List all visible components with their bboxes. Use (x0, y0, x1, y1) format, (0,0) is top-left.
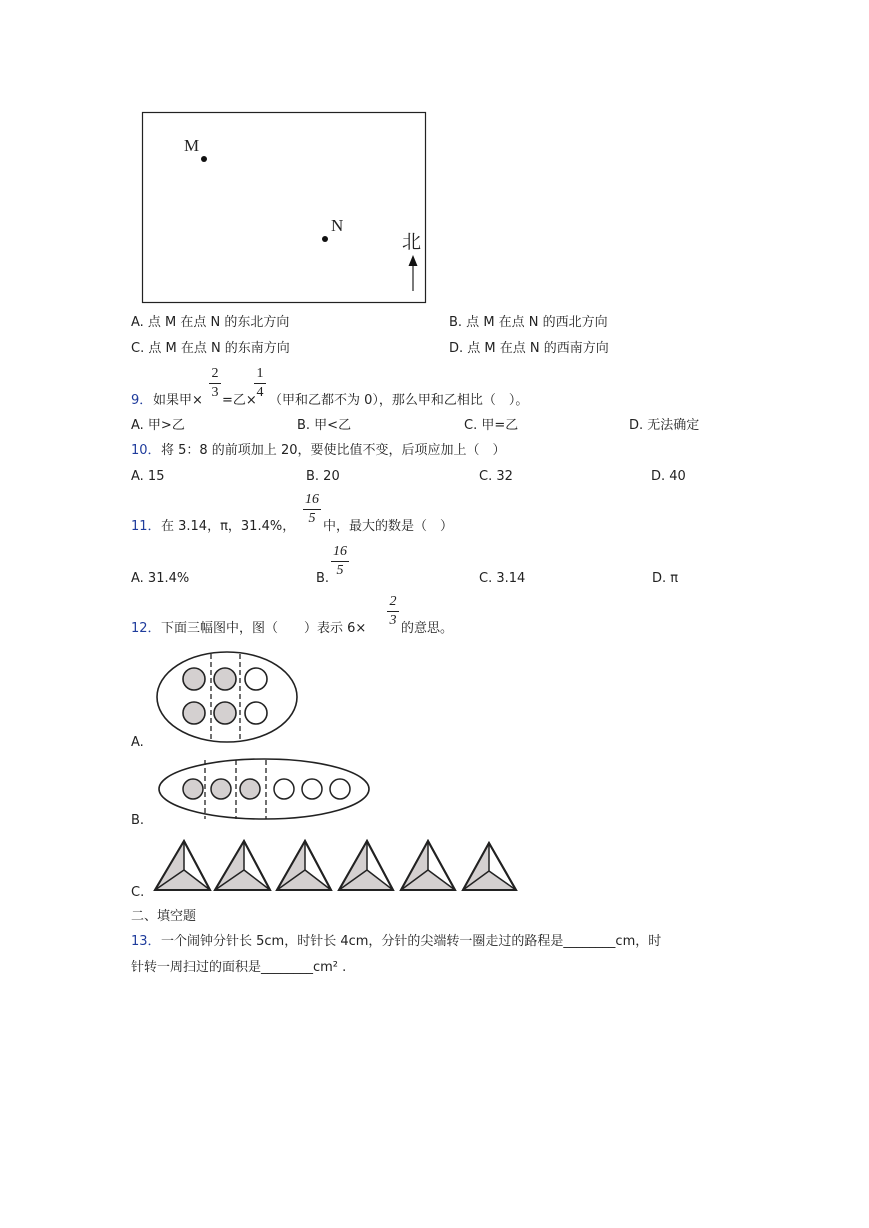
q12-frac-numerator: 2 (389, 594, 397, 609)
q9-option-c[interactable]: C. 甲=乙 (464, 418, 519, 433)
q13-line-1: 一个闹钟分针长 5cm，时针长 4cm，分针的尖端转一圈走过的路程是________cm，时 (161, 934, 662, 949)
q9-number: 9． (131, 393, 153, 408)
q10-option-d[interactable]: D. 40 (651, 469, 686, 484)
point-m-label: M (184, 136, 200, 155)
q8-option-d[interactable]: D. 点 M 在点 N 的西南方向 (449, 341, 609, 356)
q13-line-2: 针转一周扫过的面积是________cm² . (131, 960, 347, 975)
section-2-title: 二、填空题 (131, 909, 197, 924)
q9-frac1-denominator: 3 (211, 385, 219, 400)
q12-frac-denominator: 3 (389, 613, 397, 628)
q8-option-c[interactable]: C. 点 M 在点 N 的东南方向 (131, 341, 290, 356)
q11-option-d[interactable]: D. π (652, 571, 679, 586)
q10-option-b[interactable]: B. 20 (306, 469, 340, 484)
triangle-3 (277, 841, 331, 890)
triangle-4 (339, 841, 393, 890)
q9-frac1-numerator: 2 (211, 366, 219, 381)
q12-text-2: 的意思。 (401, 621, 454, 636)
q12-number: 12． (131, 621, 161, 636)
q9-frac2-denominator: 4 (256, 385, 264, 400)
q9-option-d[interactable]: D. 无法确定 (629, 418, 700, 433)
q8-option-b[interactable]: B. 点 M 在点 N 的西北方向 (449, 315, 608, 330)
q9-frac2-numerator: 1 (256, 366, 264, 381)
q12-label-a[interactable]: A. (131, 735, 144, 750)
q13-number: 13． (131, 934, 161, 949)
q11-optb-frac-denominator: 5 (336, 563, 344, 578)
q10-number: 10． (131, 443, 161, 458)
q12-text-1: 下面三幅图中，图（ ）表示 6× (161, 621, 367, 636)
point-n-label: N (331, 216, 344, 235)
q11-option-c[interactable]: C. 3.14 (479, 571, 526, 586)
q11-frac-numerator: 16 (305, 492, 319, 507)
q11-number: 11． (131, 519, 161, 534)
q9-text-3: （甲和乙都不为 0），那么甲和乙相比（ ）。 (269, 393, 529, 408)
q10-option-a[interactable]: A. 15 (131, 469, 165, 484)
triangle-1 (155, 841, 210, 890)
q10-text: 将 5：8 的前项加上 20，要使比值不变，后项应加上（ ） (161, 443, 506, 458)
q12-label-b[interactable]: B. (131, 813, 145, 828)
triangle-2 (215, 841, 270, 890)
q12-label-c[interactable]: C. (131, 885, 145, 900)
triangle-5 (401, 841, 455, 890)
q11-frac-denominator: 5 (308, 511, 316, 526)
triangle-6 (463, 843, 516, 890)
q11-option-a[interactable]: A. 31.4% (131, 571, 190, 586)
q8-option-a[interactable]: A. 点 M 在点 N 的东北方向 (131, 315, 290, 330)
q9-text-2: =乙× (222, 393, 257, 408)
q9-option-b[interactable]: B. 甲<乙 (297, 418, 352, 433)
q9-option-a[interactable]: A. 甲>乙 (131, 418, 185, 433)
q11-text-1: 在 3.14，π，31.4%， (161, 519, 296, 534)
q9-text-1: 如果甲× (153, 393, 203, 408)
q10-option-c[interactable]: C. 32 (479, 469, 513, 484)
q11-text-2: 中，最大的数是（ ） (323, 519, 454, 534)
q11-option-b[interactable]: B. (316, 571, 330, 586)
q11-optb-frac-numerator: 16 (333, 544, 347, 559)
north-label: 北 (402, 231, 422, 253)
